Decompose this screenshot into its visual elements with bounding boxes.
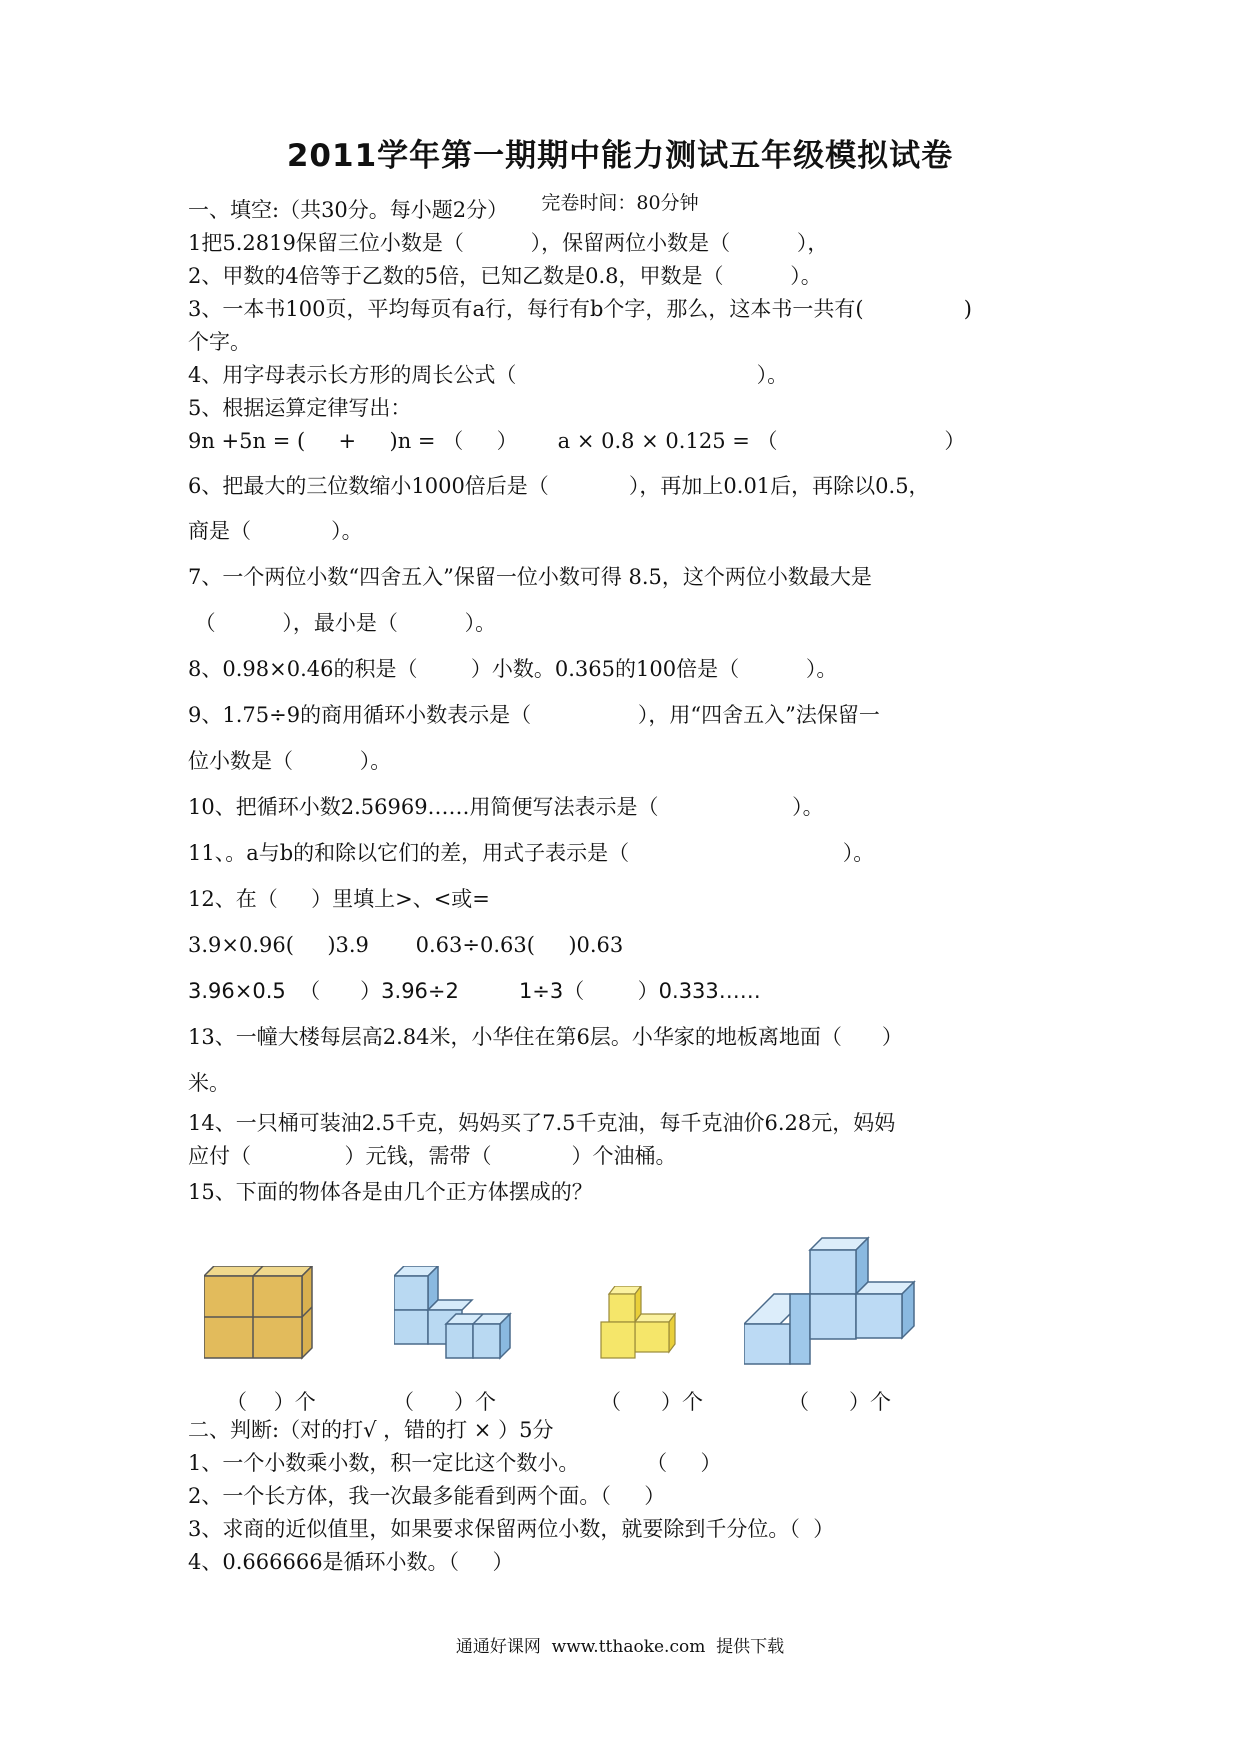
small-yellow-block [599,1286,681,1362]
question-1: 1把5.2819保留三位小数是（ ），保留两位小数是（ ）， [188,231,829,255]
yellow-2x2-block [204,1266,314,1362]
judge-3: 3、求商的近似值里，如果要求保留两位小数，就要除到千分位。（ ） [188,1517,835,1541]
page-title: 2011学年第一期期中能力测试五年级模拟试卷 [286,138,954,174]
page-footer: 通通好课网 www.tthaoke.com 提供下载 [455,1637,785,1657]
question-3-cont: 个字。 [188,330,251,354]
question-2: 2、甲数的4倍等于乙数的5倍，已知乙数是0.8，甲数是（ ）。 [188,264,822,288]
question-8: 8、0.98×0.46的积是（ ）小数。0.365的100倍是（ ）。 [188,657,838,681]
judge-1: 1、一个小数乘小数，积一定比这个数小。 （ ） [188,1451,722,1475]
question-14-cont: 应付（ ）元钱，需带（ ）个油桶。 [188,1144,677,1168]
count-blank-3[interactable]: （ ）个 [600,1390,704,1414]
question-5-formulas: 9n +5n = ( + )n = （ ） a × 0.8 × 0.125 = （ ） [188,429,966,453]
question-15: 15、下面的物体各是由几个正方体摆成的？ [188,1180,593,1204]
judge-4: 4、0.666666是循环小数。（ ） [188,1550,514,1574]
question-7-cont: （ ），最小是（ ）。 [188,611,497,635]
question-12: 12、在（ ）里填上>、<或= [188,887,490,911]
judge-2: 2、一个长方体，我一次最多能看到两个面。（ ） [188,1484,666,1508]
blue-stair-block [744,1236,934,1366]
question-13-cont: 米。 [188,1071,230,1095]
question-7: 7、一个两位小数“四舍五入”保留一位小数可得 8.5，这个两位小数最大是 [188,565,872,589]
question-12-row-2: 3.96×0.5 （ ）3.96÷2 1÷3（ ）0.333…… [188,979,761,1003]
question-6-cont: 商是（ ）。 [188,519,363,543]
question-6: 6、把最大的三位数缩小1000倍后是（ ），再加上0.01后，再除以0.5， [188,474,930,498]
count-blank-2[interactable]: （ ）个 [393,1390,497,1414]
question-10: 10、把循环小数2.56969……用简便写法表示是（ ）。 [188,795,824,819]
question-3: 3、一本书100页，平均每页有a行，每行有b个字，那么，这本书一共有( ) [188,297,972,321]
count-blank-1[interactable]: （ ）个 [226,1390,316,1414]
question-12-row-1: 3.9×0.96( )3.9 0.63÷0.63( )0.63 [188,933,624,957]
cube-figures [188,1236,988,1366]
blue-l-shape-block [394,1266,524,1362]
count-blank-4[interactable]: （ ）个 [788,1390,892,1414]
question-14: 14、一只桶可装油2.5千克，妈妈买了7.5千克油，每千克油价6.28元，妈妈 [188,1111,896,1135]
question-9: 9、1.75÷9的商用循环小数表示是（ ），用“四舍五入”法保留一 [188,703,880,727]
exam-time: 完卷时间：80分钟 [541,192,699,214]
question-9-cont: 位小数是（ ）。 [188,749,392,773]
question-13: 13、一幢大楼每层高2.84米，小华住在第6层。小华家的地板离地面（ ） [188,1025,903,1049]
question-11: 11、。a与b的和除以它们的差，用式子表示是（ ）。 [188,841,875,865]
question-4: 4、用字母表示长方形的周长公式（ ）。 [188,363,789,387]
question-5: 5、根据运算定律写出： [188,396,412,420]
section-1-heading: 一、填空:（共30分。每小题2分） [188,198,509,222]
section-2-heading: 二、判断:（对的打√ ，错的打 × ）5分 [188,1418,554,1442]
